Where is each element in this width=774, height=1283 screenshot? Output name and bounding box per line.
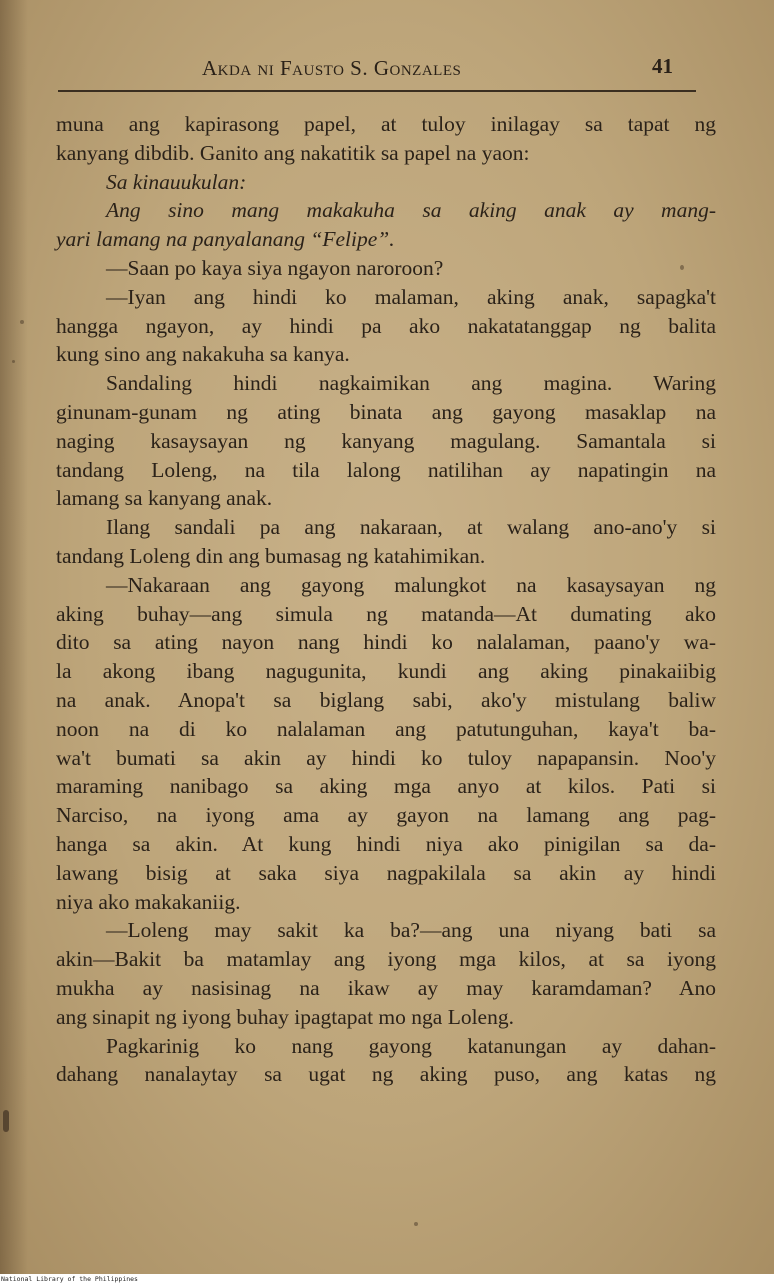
page-edge-shadow: [0, 0, 28, 1274]
page-number: 41: [652, 54, 673, 78]
paper-speck: [20, 320, 24, 324]
running-header: [0, 52, 774, 92]
text-line: tandang Loleng, na tila lalong natilihan ay napatingin na: [56, 457, 716, 482]
text-line: na anak. Anopa't sa biglang sabi, ako'y mistulang baliw: [56, 687, 716, 712]
library-attribution: National Library of the Philippines: [1, 1275, 138, 1283]
paragraph-line: Pagkarinig ko nang gayong katanungan ay dahan-: [106, 1033, 716, 1058]
text-line: niya ako makakaniig.: [56, 889, 241, 914]
dialogue-line: —Nakaraan ang gayong malungkot na kasaysayan ng: [106, 572, 716, 597]
paragraph-line: Sandaling hindi nagkaimikan ang magina. Waring: [106, 371, 716, 396]
text-line: wa't bumati sa akin ay hindi ko tuloy napapansin. Noo'y: [56, 745, 716, 770]
text-line: dahang nanalaytay sa ugat ng aking puso, ang katas ng: [56, 1062, 716, 1087]
text-line: maraming nanibago sa aking mga anyo at kilos. Pati si: [56, 774, 716, 799]
text-line: noon na di ko nalalaman ang patutunguhan, kaya't ba-: [56, 716, 716, 741]
text-line: hanga sa akin. At kung hindi niya ako pinigilan sa da-: [56, 831, 716, 856]
text-line: la akong ibang nagugunita, kundi ang aking pinakaiibig: [56, 659, 716, 684]
body-text: [56, 110, 716, 1089]
text-line: ginunam-gunam ng ating binata ang gayong masaklap na: [56, 399, 716, 424]
note-line: yari lamang na panyalanang “Felipe”.: [56, 227, 395, 252]
dialogue-line: —Iyan ang hindi ko malaman, aking anak, sapagka't: [106, 284, 716, 309]
text-line: ang sinapit ng iyong buhay ipagtapat mo nga Loleng.: [56, 1004, 514, 1029]
text-line: mukha ay nasisinag na ikaw ay may karamdaman? Ano: [56, 975, 716, 1000]
dialogue-line: —Loleng may sakit ka ba?—ang una niyang bati sa: [106, 918, 716, 943]
text-line: aking buhay—ang simula ng matanda—At dumating ako: [56, 601, 716, 626]
text-line: naging kasaysayan ng kanyang magulang. Samantala si: [56, 428, 716, 453]
text-line: muna ang kapirasong papel, at tuloy inilagay sa tapat ng: [56, 112, 716, 136]
text-line: Narciso, na iyong ama ay gayon na lamang ang pag-: [56, 803, 716, 828]
text-line: akin—Bakit ba matamlay ang iyong mga kilos, at sa iyong: [56, 947, 716, 972]
salutation-line: Sa kinauukulan:: [106, 169, 247, 194]
text-line: lawang bisig at saka siya nagpakilala sa akin ay hindi: [56, 860, 716, 885]
paper-speck: [3, 1110, 9, 1132]
text-line: lamang sa kanyang anak.: [56, 486, 273, 511]
header-rule: [58, 90, 696, 92]
text-line: kung sino ang nakakuha sa kanya.: [56, 342, 350, 367]
note-line: Ang sino mang makakuha sa aking anak ay mang-: [106, 198, 716, 223]
header-title: Akda ni Fausto S. Gonzales: [202, 56, 462, 80]
paper-speck: [680, 265, 684, 270]
paper-speck: [414, 1222, 418, 1226]
text-line: tandang Loleng din ang bumasag ng katahimikan.: [56, 543, 486, 568]
dialogue-line: —Saan po kaya siya ngayon naroroon?: [106, 255, 444, 280]
paragraph-line: Ilang sandali pa ang nakaraan, at walang ano-ano'y si: [106, 515, 716, 540]
text-line: dito sa ating nayon nang hindi ko nalalaman, paano'y wa-: [56, 630, 716, 655]
text-line: hangga ngayon, ay hindi pa ako nakatatanggap ng balita: [56, 313, 716, 338]
paper-speck: [12, 360, 15, 363]
text-line: kanyang dibdib. Ganito ang nakatitik sa papel na yaon:: [56, 140, 530, 165]
